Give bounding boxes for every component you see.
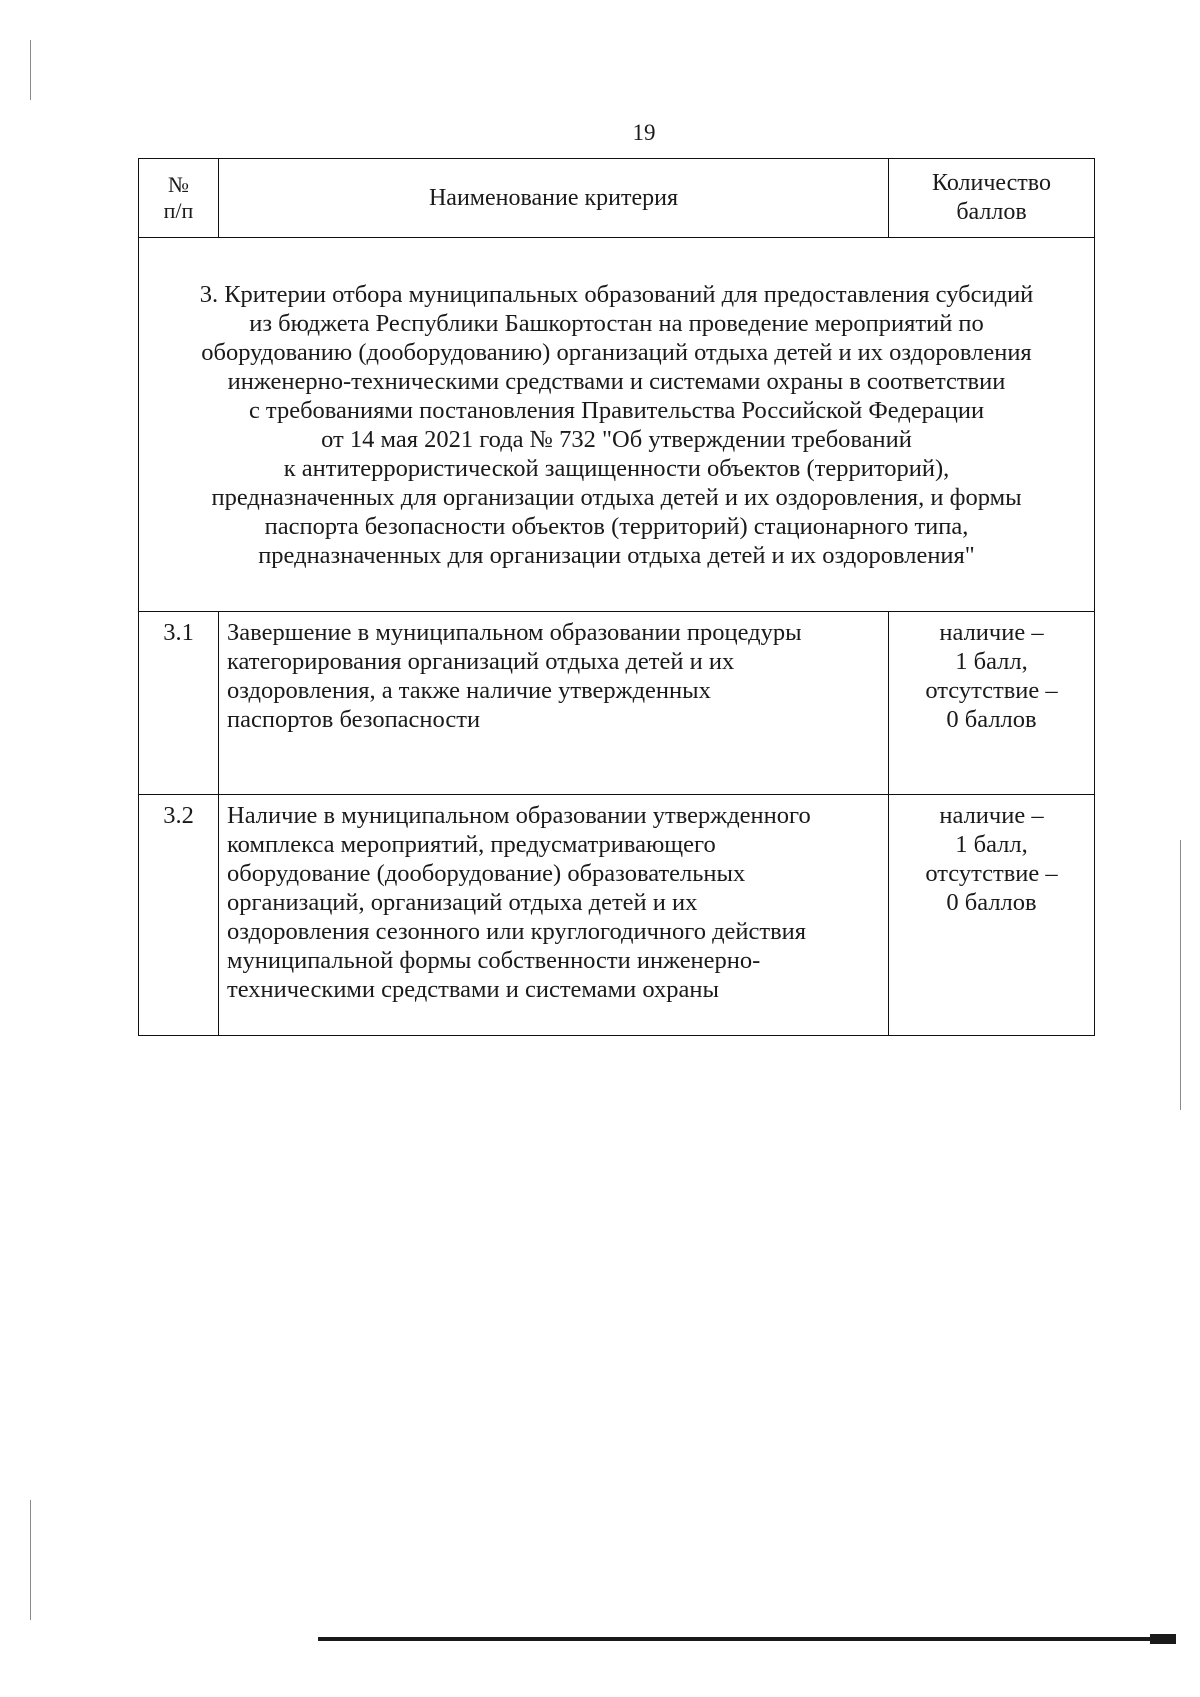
scan-margin-mark <box>30 1500 31 1620</box>
header-num-line: п/п <box>163 198 194 223</box>
section-heading-cell <box>139 238 1095 612</box>
criterion-line: комплекса мероприятий, предусматривающего <box>227 831 716 858</box>
criterion-line: оздоровления, а также наличие утвержденных <box>227 677 711 704</box>
section-heading-line: от 14 мая 2021 года № 732 "Об утверждении требований <box>321 425 912 453</box>
criteria-table <box>138 158 1095 1036</box>
score-line: 1 балл, <box>955 648 1028 675</box>
section-heading-line: из бюджета Республики Башкортостан на проведение мероприятий по <box>249 309 984 337</box>
footer-rule-end <box>1150 1634 1176 1644</box>
criterion-line: техническими средствами и системами охраны <box>227 976 719 1003</box>
score-line: отсутствие – <box>925 860 1058 887</box>
scan-margin-mark <box>30 40 31 100</box>
row-score-cell <box>889 795 1095 1036</box>
score-line: 0 баллов <box>946 889 1037 916</box>
section-heading-line: к антитеррористической защищенности объектов (территорий), <box>283 454 950 482</box>
section-heading-line: оборудованию (дооборудованию) организаций отдыха детей и их оздоровления <box>201 338 1032 366</box>
row-num-cell: 3.1 <box>139 612 219 795</box>
score-line: 1 балл, <box>955 831 1028 858</box>
criterion-line: муниципальной формы собственности инженерно- <box>227 947 761 974</box>
scan-margin-mark <box>1180 840 1181 1110</box>
section-heading-line: предназначенных для организации отдыха детей и их оздоровления" <box>258 541 975 569</box>
section-heading-line: паспорта безопасности объектов (территорий) стационарного типа, <box>264 512 969 540</box>
header-score-line: баллов <box>956 199 1027 225</box>
criterion-line: категорирования организаций отдыха детей и их <box>227 648 735 675</box>
footer-rule <box>318 1637 1174 1641</box>
section-heading-row <box>139 238 1095 612</box>
criterion-line: оборудование (дооборудование) образовательных <box>227 860 746 887</box>
criterion-line: паспортов безопасности <box>227 706 481 733</box>
row-num-cell: 3.2 <box>139 795 219 1036</box>
section-heading-line: предназначенных для организации отдыха детей и их оздоровления, и формы <box>211 483 1022 511</box>
header-num-line: № <box>168 172 189 197</box>
row-score-cell <box>889 612 1095 795</box>
criterion-line: организаций, организаций отдыха детей и их <box>227 889 698 916</box>
header-num-cell <box>139 159 219 238</box>
score-line: наличие – <box>939 802 1044 829</box>
criterion-line: Наличие в муниципальном образовании утвержденного <box>227 802 811 829</box>
section-heading-line: инженерно-техническими средствами и системами охраны в соответствии <box>227 367 1006 395</box>
criterion-line: оздоровления сезонного или круглогодичного действия <box>227 918 807 945</box>
page-number: 19 <box>632 120 656 145</box>
criterion-line: Завершение в муниципальном образовании процедуры <box>227 619 802 646</box>
score-line: отсутствие – <box>925 677 1058 704</box>
row-criterion-cell <box>219 795 889 1036</box>
table-row <box>139 612 1095 795</box>
header-name-cell: Наименование критерия <box>219 159 889 238</box>
section-heading-line: 3. Критерии отбора муниципальных образований для предоставления субсидий <box>199 280 1034 308</box>
score-line: 0 баллов <box>946 706 1037 733</box>
header-score-cell <box>889 159 1095 238</box>
table-row <box>139 795 1095 1036</box>
section-heading-line: с требованиями постановления Правительства Российской Федерации <box>248 396 985 424</box>
table-header-row <box>139 159 1095 238</box>
score-line: наличие – <box>939 619 1044 646</box>
header-score-line: Количество <box>932 170 1051 196</box>
row-criterion-cell <box>219 612 889 795</box>
